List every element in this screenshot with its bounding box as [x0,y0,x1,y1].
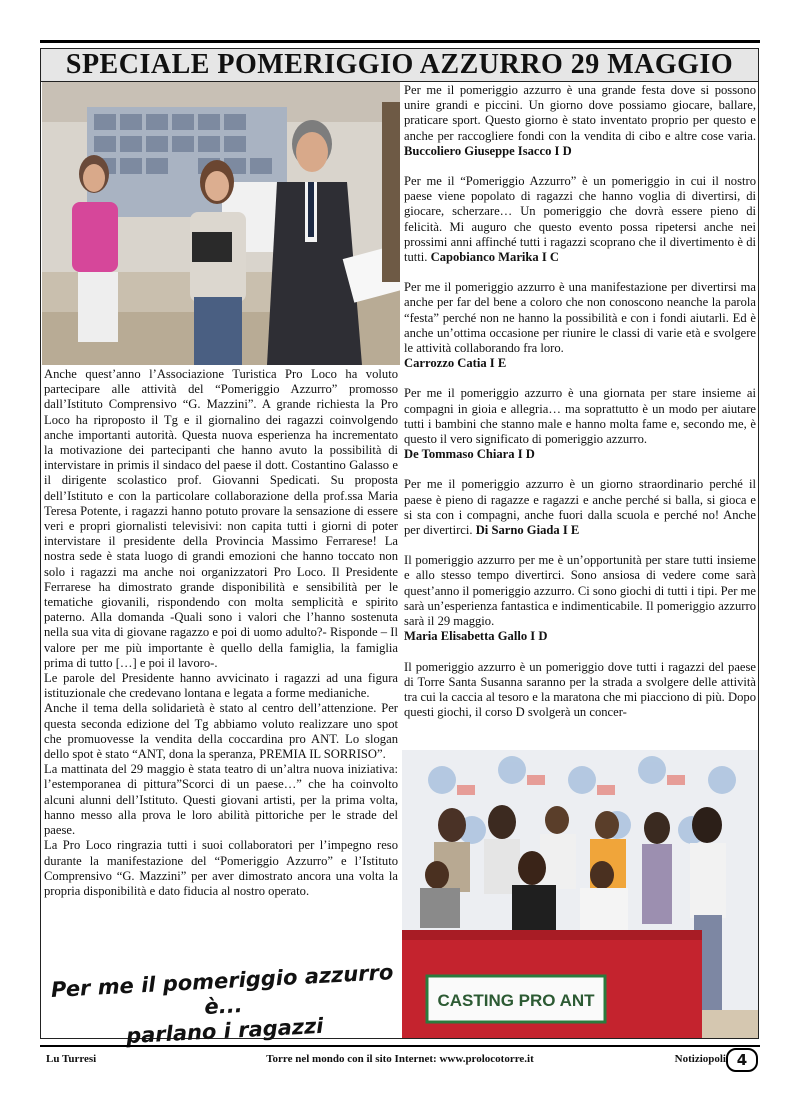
student-entry [404,660,756,721]
left-paragraph: Le parole del Presidente hanno avvicinato i ragazzi ad una figura istituzionale che credevano lontana e legata a forme medianiche. [44,671,398,701]
entry-text: Per me il pomeriggio azzurro è una manifestazione per divertirsi ma anche per far del bene a coloro che non conoscono neanche la parola “festa” perché non ne hanno la possibilità e con i fondi aiutarli. Ed è anche un’ottima occasione per riunire le classi di varie età e svolgere le attività collaborando fra loro. [404,280,756,356]
left-article-column [44,367,398,899]
entry-text: Per me il pomeriggio azzurro è una giornata per stare insieme ai compagni in gioia e allegria… ma soprattutto è un modo per aiutare tutti i bambini che stanno male e hanno molta fame e, secondo me, è questo il vero significato di pomeriggio azzurro. [404,386,756,447]
spacer [404,265,756,280]
group-photo [402,750,758,1038]
spacer [404,645,756,660]
student-entry [404,83,756,159]
entry-text: Il pomeriggio azzurro per me è un’opportunità per stare tutti insieme e allo stesso tempo divertirci. Sono ansiosa di vedere come sarà quest’anno il pomeriggio azzurro. Ci sono giochi di tutti i tipi. Per me sarà un’esperienza fantastica e indimenticabile. Il pomeriggio azzurro sarà il 29 maggio. [404,553,756,629]
entry-author: Capobianco Marika I C [430,250,560,265]
entry-author: Maria Elisabetta Gallo I D [404,629,548,644]
interview-photo-illustration [42,82,400,365]
footer-section: Notiziopoli [674,1053,726,1065]
group-photo-illustration [402,750,758,1038]
spacer [404,538,756,553]
left-paragraph: Anche il tema della solidarietà è stato al centro dell’attenzione. Per questa seconda edizione del Tg abbiamo voluto realizzare uno spot che promuovesse la vendita della coccardina pro ANT. Lo slogan dello spot è stato “ANT, dona la speranza, PREMIA IL SORRISO”. [44,701,398,762]
top-rule [40,40,760,43]
student-entry [404,174,756,265]
banner-text: CASTING PRO ANT [437,991,595,1010]
slogan-line-1: Per me il pomeriggio azzurro è... [50,960,394,1019]
entry-author: Di Sarno Giada I E [475,523,580,538]
spacer [404,159,756,174]
interview-photo [42,82,400,365]
student-entry [404,280,756,371]
page-number: 4 [726,1048,758,1072]
slogan-line-2: parlano i ragazzi [125,1013,325,1049]
left-paragraph: La Pro Loco ringrazia tutti i suoi collaboratori per l’impegno reso durante la manifestazione del “Pomeriggio Azzurro” e l’Istituto Comprensivo “G. Mazzini” per aver dimostrato ancora una volta la propria disponibilità e dato fiducia al nostro operato. [44,838,398,898]
student-entry [404,477,756,538]
entry-text: Per me il pomeriggio azzurro è una grande festa dove si possono unire grandi e piccini. Un giorno dove possiamo giocare, ballare, praticare sport. Questo giorno è stato inventato proprio per questo e anche per raccogliere fondi con la vendita di cibo e altre cose varia. [404,83,756,143]
spacer [404,462,756,477]
footer-website: Torre nel mondo con il sito Internet: www.prolocotorre.it [266,1053,534,1065]
footer-publication: Lu Turresi [46,1053,97,1065]
spacer [404,371,756,386]
entry-author: Carrozzo Catia I E [404,356,507,371]
left-paragraph: La mattinata del 29 maggio è stata teatro di un’altra nuova iniziativa: l’estemporanea di pittura”Scorci di un paese…” che ha coinvolto alcuni alunni dell’Istituto. Questi giovani artisti, per la prima volta, hanno messo alla prova le loro abilità pittoriche per le strade del paese. [44,762,398,838]
right-article-column [404,83,756,720]
entry-author: De Tommaso Chiara I D [404,447,535,462]
title-bar [41,49,758,82]
entry-text: Per me il pomeriggio azzurro è un giorno straordinario perché il paese è pieno di ragazze e ragazzi e anche perché si balla, si gioca e si sta con i compagni, anche fuori dalla scuola e perché no! Anche per divertirci. [404,477,756,538]
entry-text: Il pomeriggio azzurro è un pomeriggio dove tutti i ragazzi del paese di Torre Santa Susanna saranno per la strada a svolgere delle attività tra cui la caccia al tesoro e la maratona che mi piacciono di più. Dopo questi giochi, il corso D svolgerà un concer- [404,659,756,720]
left-paragraph: Anche quest’anno l’Associazione Turistica Pro Loco ha voluto partecipare alle attività del “Pomeriggio Azzurro” promosso dall’Istituto Comprensivo “G. Mazzini”. A grande richiesta la Pro Loco ha riproposto il Tg e il giornalino dei ragazzi coinvolgendo anche importanti autorità. Questa nuova esperienza ha incrementato la motivazione dei partecipanti che hanno avuto la possibilità di intervistare in primis il sindaco del paese il dott. Costantino Galasso e il dirigente scolastico prof. Giovanni Spedicati. Su proposta dell’Istituto e con la particolare collaborazione della prof.ssa Maria Teresa Potente, i ragazzi hanno potuto provare la sensazione di essere veri e propri giornalisti televisivi: non capita tutti i giorni di poter intervistare il presidente della Provincia Massimo Ferrarese! La nostra sede è stata luogo di grandi emozioni che hanno toccato non solo i ragazzi ma anche noi organizzatori Pro Loco. Il Presidente Ferrarese ha dimostrato grande disponibilità e sensibilità per le tematiche giovanili, rispondendo con molta semplicità e spirito paterno. Alla domanda -Quali sono i valori che l’hanno sostenuta nella sua vita di giovane ragazzo e poi di uomo adulto?- Risponde – Il valore per me più importante è quello della famiglia, la famiglia prima di tutto […] e poi il lavoro-. [44,367,398,670]
student-entry [404,553,756,644]
section-slogan [49,960,397,1053]
entry-author: Buccoliero Giuseppe Isacco I D [404,143,572,158]
page-title: SPECIALE POMERIGGIO AZZURRO 29 MAGGIO [65,49,734,80]
entry-text: Per me il “Pomeriggio Azzurro” è un pomeriggio in cui il nostro paese viene popolato di ragazzi che hanno voglia di divertirsi, di giocare, scherzare… Un pomeriggio che dovrà essere pieno di felicità. Mi auguro che questo evento possa ripetersi anche nei prossimi anni affinché tutti i ragazzi scoprano che il divertimento è di tutti. [404,174,756,265]
student-entry [404,386,756,462]
page-footer [40,1045,760,1071]
article-frame [40,48,759,1049]
